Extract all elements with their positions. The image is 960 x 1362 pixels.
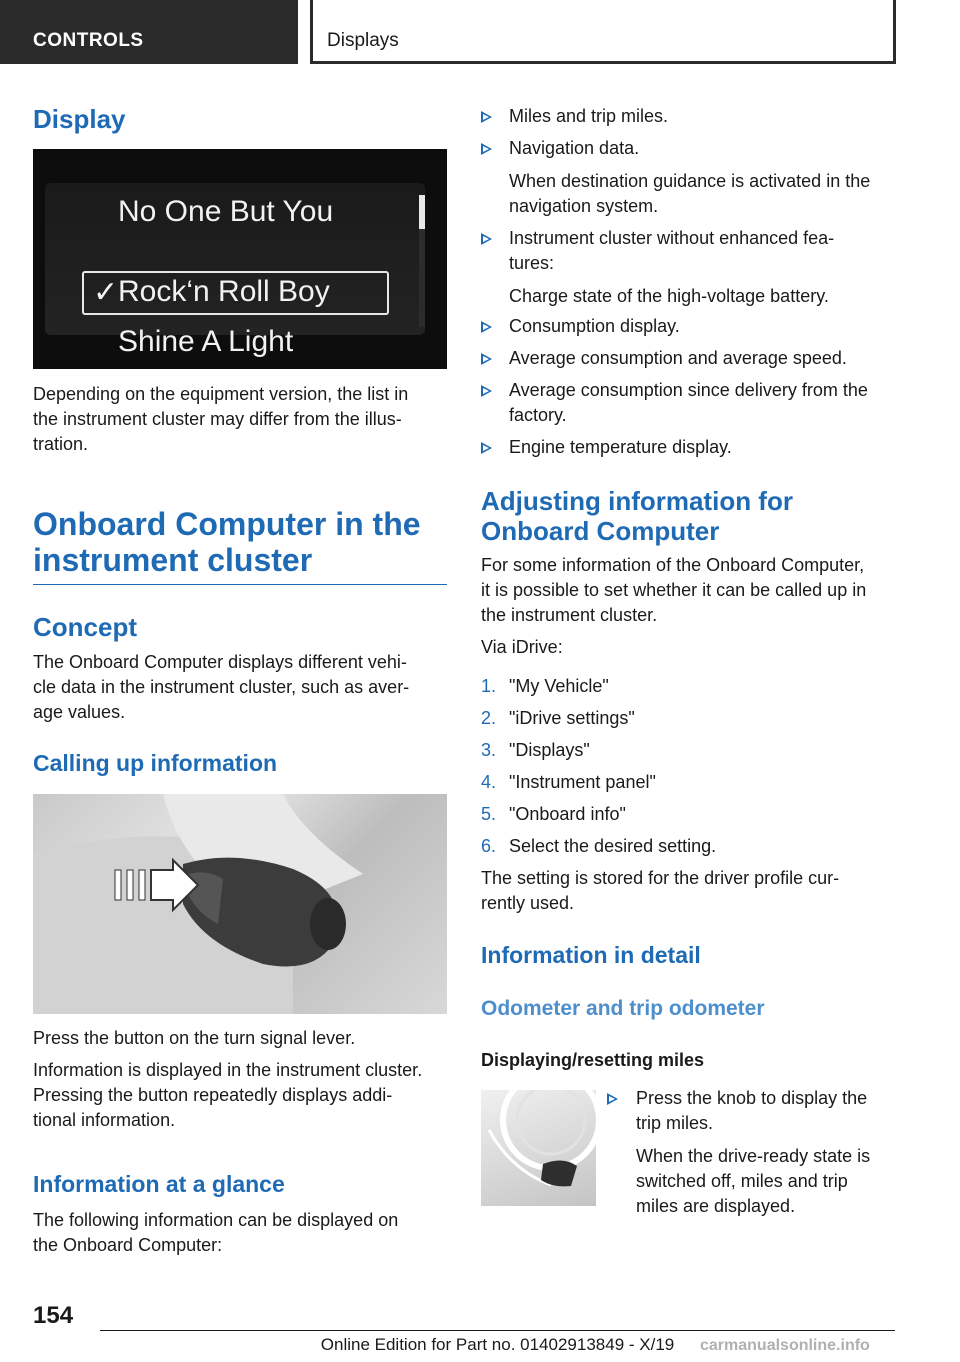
list-item <box>481 314 896 339</box>
knob-drawing <box>481 1090 596 1206</box>
list-item-text: Miles and trip miles. <box>509 106 669 126</box>
step-item <box>481 834 896 866</box>
list-item-text: Press the knob to display the <box>636 1088 868 1108</box>
text-line: The Onboard Computer displays different vehi- <box>33 652 407 672</box>
reset-heading: Displaying/resetting miles <box>481 1050 705 1070</box>
list-item-text: Instrument cluster without enhanced fea- <box>509 228 835 248</box>
list-item-text: Average consumption and average speed. <box>509 348 847 368</box>
step-text: "Displays" <box>509 740 590 760</box>
step-text: "Instrument panel" <box>509 772 656 792</box>
step-item <box>481 802 896 834</box>
display-line-3: Shine A Light <box>118 325 294 358</box>
list-item-text: Engine temperature display. <box>509 437 732 457</box>
text-line: cle data in the instrument cluster, such as aver- <box>33 677 410 697</box>
list-item-text: tures: <box>509 253 555 273</box>
step-number: 4. <box>481 772 497 792</box>
list-item-text: Average consumption since delivery from the <box>509 380 868 400</box>
main-heading <box>33 506 447 578</box>
text-line: For some information of the Onboard Computer, <box>481 555 865 575</box>
text-line: it is possible to set whether it can be called up in <box>481 580 867 600</box>
step-item <box>481 706 896 738</box>
triangle-bullet-icon <box>607 1093 618 1105</box>
display-screen <box>45 183 425 358</box>
heading-line: Adjusting information for <box>481 486 793 516</box>
list-item <box>481 226 896 309</box>
list-item <box>481 136 896 219</box>
list-item-text: trip miles. <box>636 1113 714 1133</box>
section-tab: CONTROLS <box>0 0 298 64</box>
glance-heading: Information at a glance <box>33 1171 285 1197</box>
chapter-tab: Displays <box>310 0 896 64</box>
step-text: Select the desired setting. <box>509 836 717 856</box>
odometer-heading: Odometer and trip odometer <box>481 997 765 1020</box>
detail-heading: Information in detail <box>481 942 701 968</box>
stored-text <box>481 866 901 916</box>
list-item <box>481 378 896 428</box>
text-line: the instrument cluster. <box>481 605 658 625</box>
step-number: 1. <box>481 676 497 696</box>
step-number: 5. <box>481 804 497 824</box>
list-item-subtext: When the drive-ready state is <box>636 1146 871 1166</box>
triangle-bullet-icon <box>481 143 492 155</box>
calling-heading: Calling up information <box>33 750 278 776</box>
step-number: 6. <box>481 836 497 856</box>
text-line: The setting is stored for the driver profile cur- <box>481 868 840 888</box>
knob-list-item <box>607 1086 897 1219</box>
display-illustration <box>33 149 447 369</box>
list-item <box>481 435 896 460</box>
concept-text <box>33 650 447 725</box>
triangle-bullet-icon <box>481 321 492 333</box>
list-item <box>481 346 896 371</box>
list-item-subtext: When destination guidance is activated in the <box>509 171 871 191</box>
heading-rule <box>33 584 447 585</box>
triangle-bullet-icon <box>481 442 492 454</box>
list-item <box>481 104 896 129</box>
text-line: age values. <box>33 702 126 722</box>
step-item <box>481 674 896 706</box>
heading-line: Onboard Computer in the <box>33 506 421 542</box>
display-heading: Display <box>33 104 126 134</box>
turn-signal-lever-illustration <box>33 794 447 1014</box>
scrollbar-thumb <box>419 195 425 229</box>
watermark: carmanualsonline.info <box>700 1337 870 1354</box>
adjust-heading <box>481 486 793 546</box>
step-item <box>481 770 896 802</box>
list-item-subtext: navigation system. <box>509 196 659 216</box>
text-line: The following information can be displayed on <box>33 1210 399 1230</box>
display-line-2: Rock‘n Roll Boy <box>118 275 330 308</box>
via-text: Via iDrive: <box>481 637 563 657</box>
triangle-bullet-icon <box>481 111 492 123</box>
glance-text <box>33 1208 447 1258</box>
text-line: the Onboard Computer: <box>33 1235 223 1255</box>
text-line: rently used. <box>481 893 575 913</box>
text-line: tional information. <box>33 1110 176 1130</box>
text-line: Pressing the button repeatedly displays addi- <box>33 1085 393 1105</box>
adjust-text <box>481 553 901 628</box>
list-item-text: factory. <box>509 405 567 425</box>
display-note <box>33 382 447 457</box>
press-text: Press the button on the turn signal lever. <box>33 1028 356 1048</box>
info-text <box>33 1058 453 1133</box>
step-text: "Onboard info" <box>509 804 626 824</box>
edition-text: Online Edition for Part no. 01402913849 - X/19 <box>320 1335 675 1354</box>
text-line: tration. <box>33 434 89 454</box>
triangle-bullet-icon <box>481 353 492 365</box>
concept-heading: Concept <box>33 612 137 642</box>
text-line: the instrument cluster may differ from the illus- <box>33 409 402 429</box>
knob-illustration <box>481 1090 596 1206</box>
steps-list <box>481 674 896 866</box>
lever-drawing <box>33 794 447 1014</box>
list-item-text: Consumption display. <box>509 316 680 336</box>
text-line: Depending on the equipment version, the list in <box>33 384 409 404</box>
list-item-text: Navigation data. <box>509 138 640 158</box>
scrollbar-track <box>419 229 425 327</box>
footer-rule <box>100 1330 895 1331</box>
checkmark-icon: ✓ <box>93 276 119 309</box>
step-number: 3. <box>481 740 497 760</box>
triangle-bullet-icon <box>481 233 492 245</box>
list-item-subtext: miles are displayed. <box>636 1196 796 1216</box>
heading-line: instrument cluster <box>33 542 313 578</box>
text-line: Information is displayed in the instrument cluster. <box>33 1060 423 1080</box>
step-text: "iDrive settings" <box>509 708 635 728</box>
triangle-bullet-icon <box>481 385 492 397</box>
display-line-1: No One But You <box>118 195 334 228</box>
page-number: 154 <box>33 1302 74 1329</box>
list-item-subtext: Charge state of the high-voltage battery. <box>509 286 829 306</box>
step-text: "My Vehicle" <box>509 676 609 696</box>
step-number: 2. <box>481 708 497 728</box>
list-item-subtext: switched off, miles and trip <box>636 1171 848 1191</box>
heading-line: Onboard Computer <box>481 516 720 546</box>
step-item <box>481 738 896 770</box>
